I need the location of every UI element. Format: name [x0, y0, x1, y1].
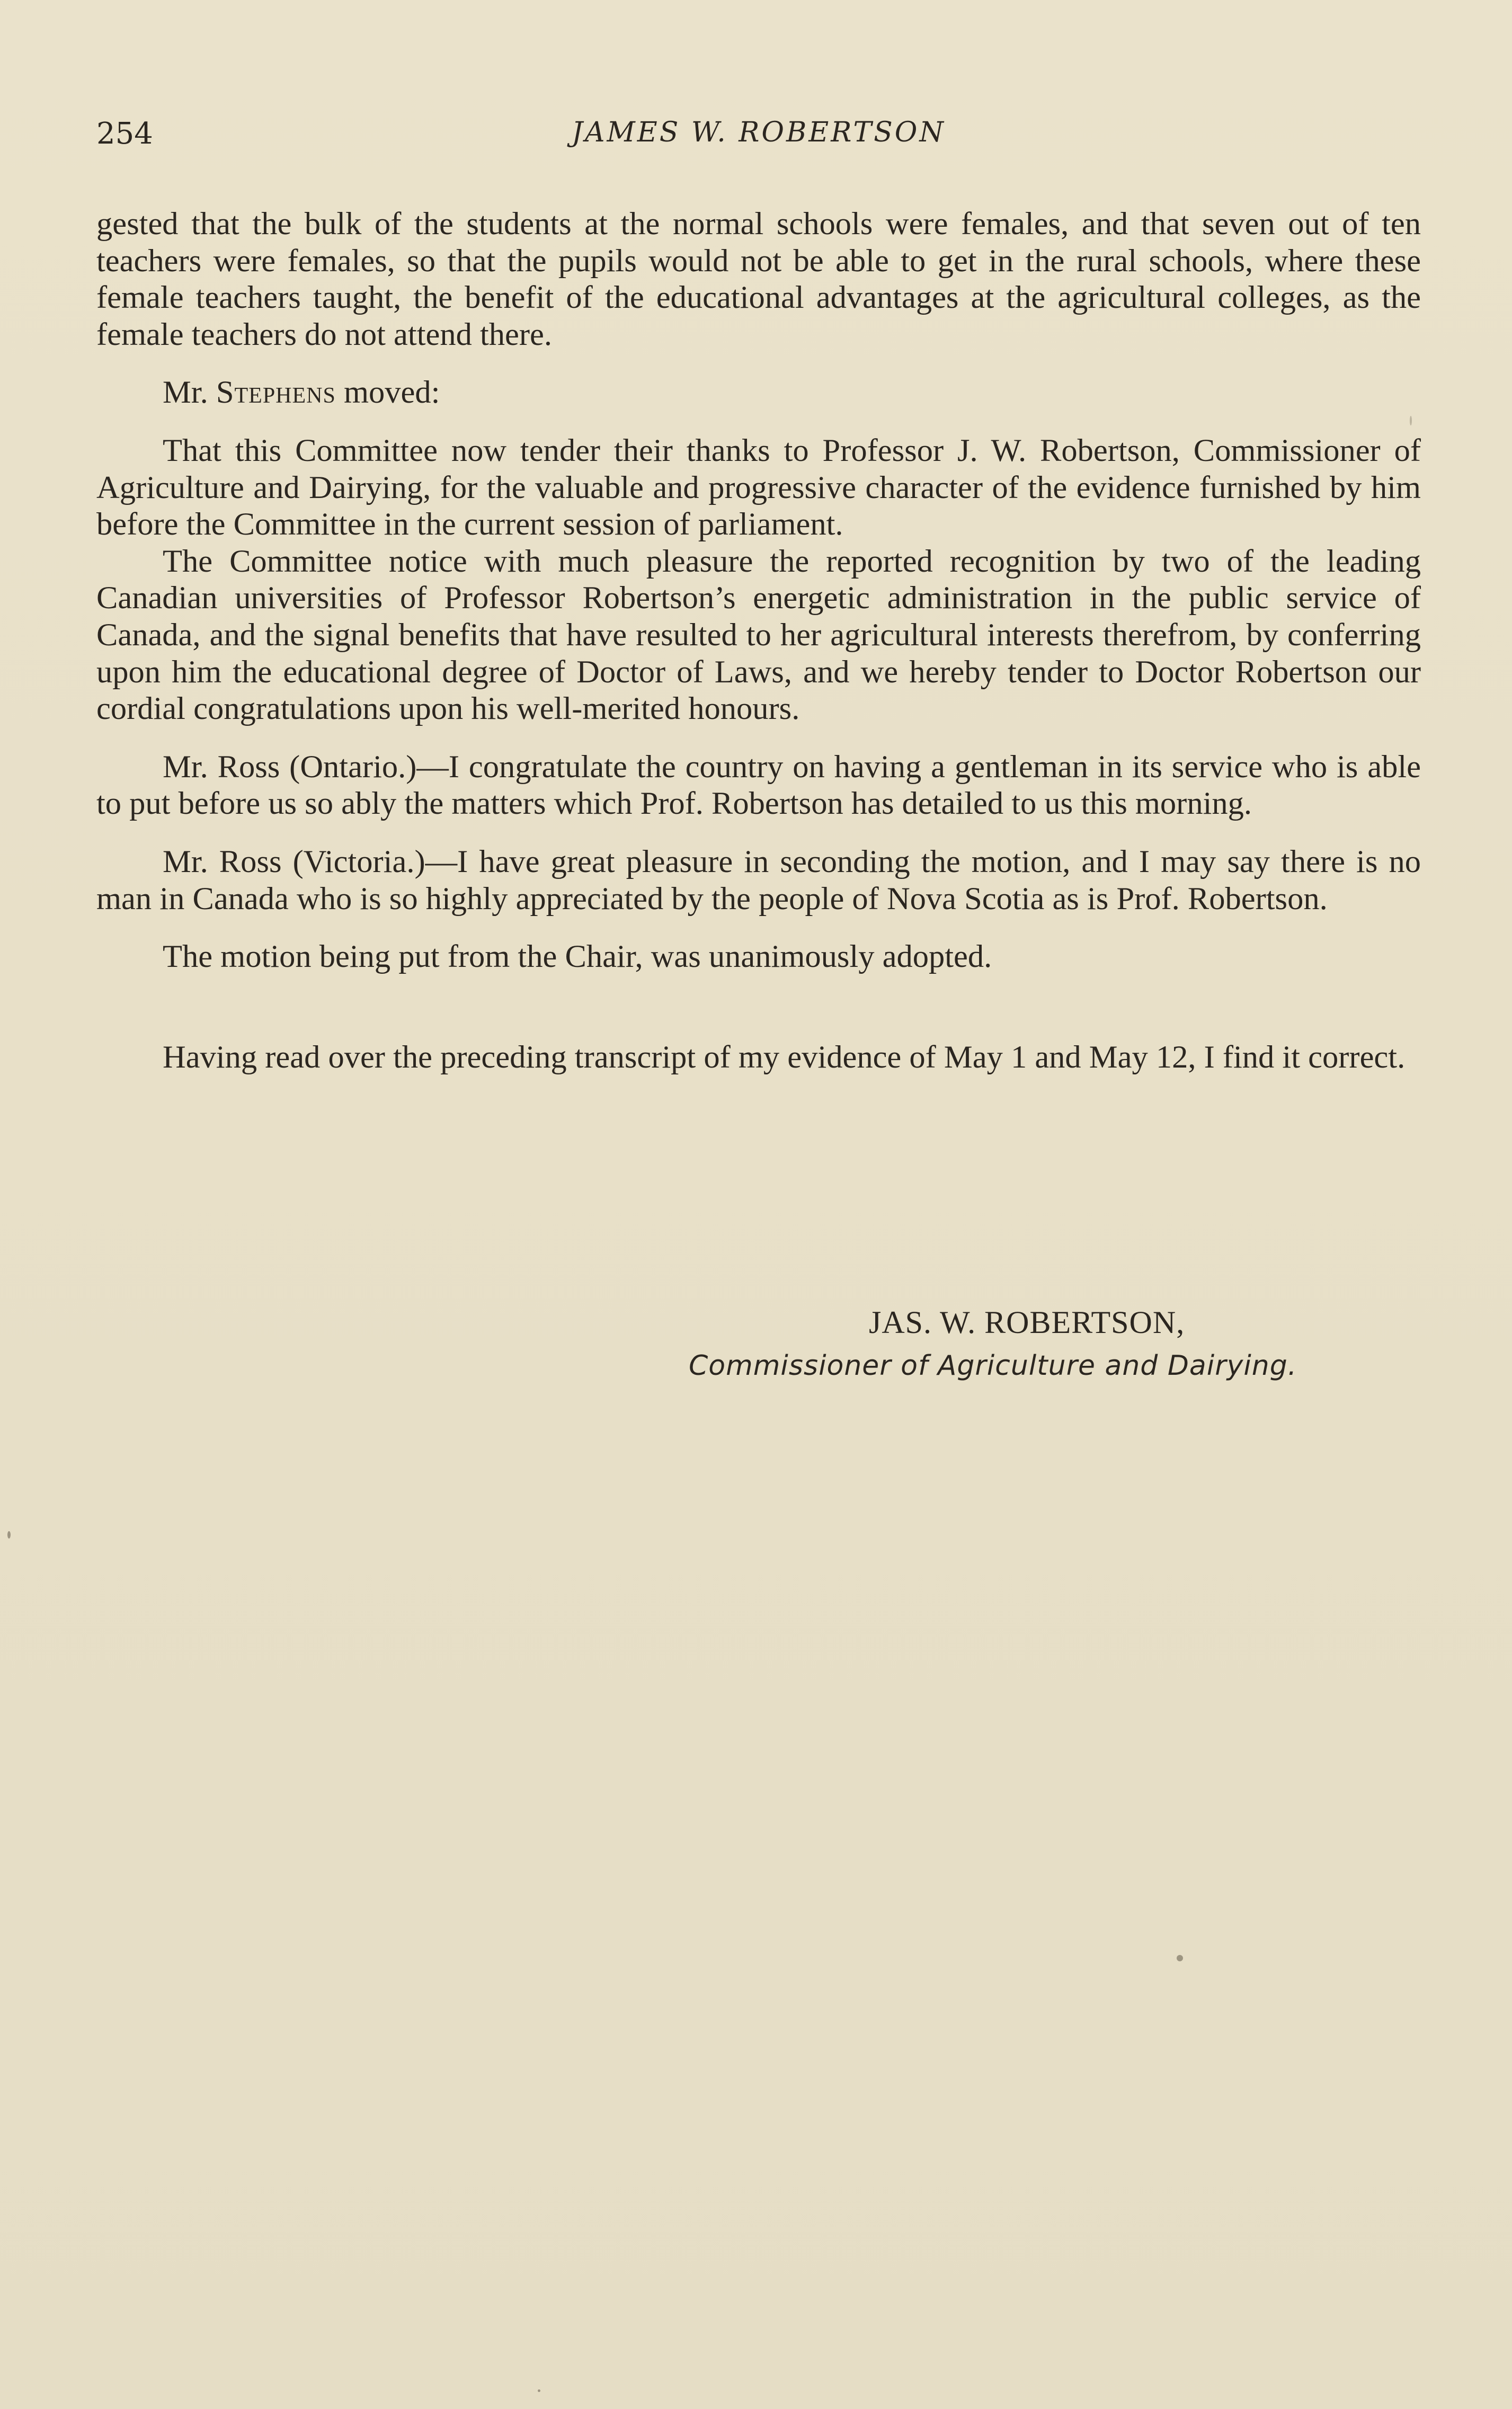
ross-victoria-paragraph: Mr. Ross (Victoria.)—I have great pleasure in seconding the motion, and I may say there is no man in Canada who is so highly appreciated by the people of Nova Scotia as is Prof. Robertson.: [96, 843, 1421, 917]
paper-speck: [538, 2389, 540, 2392]
running-head: JAMES W. ROBERTSON: [572, 117, 946, 148]
body-text: [96, 206, 1421, 1075]
resolution-paragraph-1: That this Committee now tender their thanks to Professor J. W. Robertson, Commissioner of Agriculture and Dairying, for the valuable and progressive character of the evidence furnished by him before the Committee in the current session of parliament.: [96, 432, 1421, 543]
certification-paragraph: Having read over the preceding transcript of my evidence of May 1 and May 12, I find it correct.: [163, 1039, 1406, 1075]
paper-speck: [7, 1531, 11, 1539]
page-number: 254: [96, 117, 153, 151]
motion-speaker: Stephens: [216, 375, 336, 411]
motion-suffix: moved:: [335, 375, 440, 411]
signature-title: Commissioner of Agriculture and Dairying.: [689, 1350, 1297, 1382]
paragraph-continued: gested that the bulk of the students at the normal schools were females, and that seven out of ten teachers were females, so that the pupils would not be able to get in the rural schools, where these female teachers taught, the benefit of the educational advantages at the agricultural colleges, as the female teachers do not attend there.: [96, 206, 1421, 352]
page-header: [96, 117, 1421, 159]
motion-prefix: Mr.: [163, 375, 216, 411]
signature-name: JAS. W. ROBERTSON,: [869, 1305, 1185, 1340]
ross-ontario-paragraph: Mr. Ross (Ontario.)—I congratulate the country on having a gentleman in its service who is able to put before us so ably the matters which Prof. Robertson has detailed to us this morning.: [96, 749, 1421, 822]
motion-intro: [96, 374, 1421, 411]
motion-adopted-paragraph: The motion being put from the Chair, was unanimously adopted.: [163, 939, 992, 975]
paper-speck: [1410, 416, 1412, 425]
resolution-paragraph-2: The Committee notice with much pleasure the reported recognition by two of the leading Canadian universities of Professor Robertson’s energetic administration in the public service of Canada, and the signal benefits that have resulted to her agricultural interests therefrom, by conferring upon him the educational degree of Doctor of Laws, and we hereby tender to Doctor Robertson our cordial congratulations upon his well-merited honours.: [96, 543, 1421, 727]
paper-speck: [1177, 1955, 1183, 1961]
